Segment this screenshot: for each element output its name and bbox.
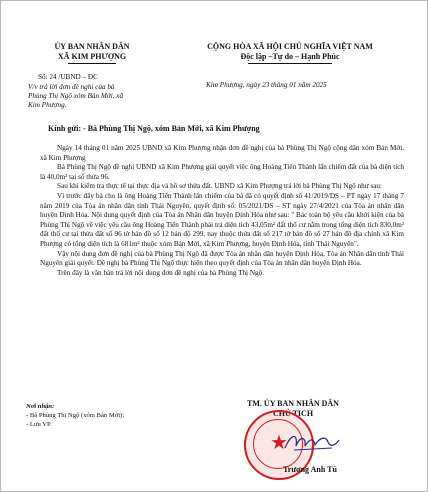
- body-paragraph: Vậy nội dung đơn đề nghị của bà Phùng Thị Ngộ đã được Tòa án nhân dân huyện Định Hóa, Tòa án Nhân dân tỉnh Thái Nguyên giải quyết. Đề nghị bà Phùng Thị Ngộ thực hiện theo quyết định của Tòa án nhân dân huyện Định Hóa.: [40, 249, 404, 268]
- agency-name-line1: ỦY BAN NHÂN DÂN: [54, 42, 130, 51]
- recipients-item: - Lưu VP.: [26, 421, 52, 428]
- subject-line: Phùng Thị Ngộ xóm Bản Mới, xã: [28, 92, 124, 100]
- nation-title: CỘNG HÒA XÃ HỘI CHỦ NGHĨA VIỆT NAM: [207, 42, 373, 51]
- signer-name: Trương Anh Tú: [283, 465, 337, 474]
- motto-underline: [248, 63, 332, 64]
- seal-star-icon: ★: [270, 432, 288, 454]
- signature-title-line1: TM. ỦY BAN NHÂN DÂN: [247, 399, 339, 408]
- recipient-text: - Bà Phùng Thị Ngộ, xóm Bản Mới, xã Kim Phượng: [83, 124, 260, 133]
- handwritten-signature: [282, 428, 342, 456]
- document-number: Số: 24 /UBND – ĐC: [38, 73, 98, 81]
- recipients-item: - Bà Phùng Thị Ngộ (xóm Bản Mới);: [26, 412, 125, 419]
- body-paragraph: Ngày 14 tháng 01 năm 2025 UBND xã Kim Phượng nhận đơn đề nghị của bà Phùng Thị Ngộ công dân xóm Bản Mới, xã Kim Phượng: [40, 144, 404, 162]
- signature-title-line2: CHỦ TỊCH: [272, 409, 314, 418]
- body-paragraph: Trên đây là văn bản trả lời nội dung đơn đề nghị của bà Phùng Thị Ngộ.: [57, 268, 265, 277]
- subject-line: V/v trả lời đơn đề nghị của bà: [28, 83, 115, 91]
- agency-underline: [68, 63, 116, 64]
- body-paragraph: Vì trước đây bà cho là ông Hoàng Tiến Thành lấn chiếm của bà đã có quyết định số 41/2019/DS – PT ngày 17 tháng 7 năm 2019 của Tòa án nhân dân tỉnh Thái Nguyên, quyết định số: 05/2021/DS – ST ngày 27/4/2021 của Tòa án nhân dân huyện Định Hóa. Nội dung quyết định của Tòa án Nhân dân huyện Định Hóa như sau: " Bác toàn bộ yêu cầu khởi kiện của bà Phùng Thị Ngộ về việc yêu cầu ông Hoàng Tiến Thành phải trả diện tích 43,05m² đất thổ cư nằm trong tổng diện tích 830,0m² đất thổ cư tại thửa đất số 96 tờ bản đồ số 12 bản đồ 299, nay thuộc thửa đất số 217 tờ bản đồ số 27 bản đồ địa chính xã Kim Phượng có tổng diện tích là 681m² thuộc xóm Bản Mới, xã Kim Phượng, huyện Định Hóa, tỉnh Thái Nguyên".: [40, 191, 404, 248]
- body-paragraph: Bà Phùng Thị Ngộ đề nghị UBND xã Kim Phượng giải quyết việc ông Hoàng Tiến Thành lấn chiếm đất của bà diện tích là 40,0m² tại số thửa 96.: [40, 163, 404, 181]
- subject-line: Kim Phượng.: [28, 101, 67, 109]
- place-date: Kim Phượng, ngày 23 tháng 01 năm 2025: [206, 81, 327, 89]
- body-paragraph: Sau khi kiểm tra thực tế tại thực địa và hồ sơ thửa đất. UBND xã Kim Phượng trả lời bà Phùng Thị Ngộ như sau:: [57, 182, 382, 191]
- letter-body: [40, 144, 404, 278]
- recipient-line: [48, 124, 408, 134]
- recipient-label: Kính gửi:: [48, 124, 82, 133]
- motto: Độc lập –Tự do – Hạnh Phúc: [240, 52, 340, 61]
- agency-name-line2: XÃ KIM PHƯỢNG: [57, 52, 127, 61]
- recipients-label: Nơi nhận:: [26, 403, 55, 410]
- recipients-block: [26, 402, 156, 429]
